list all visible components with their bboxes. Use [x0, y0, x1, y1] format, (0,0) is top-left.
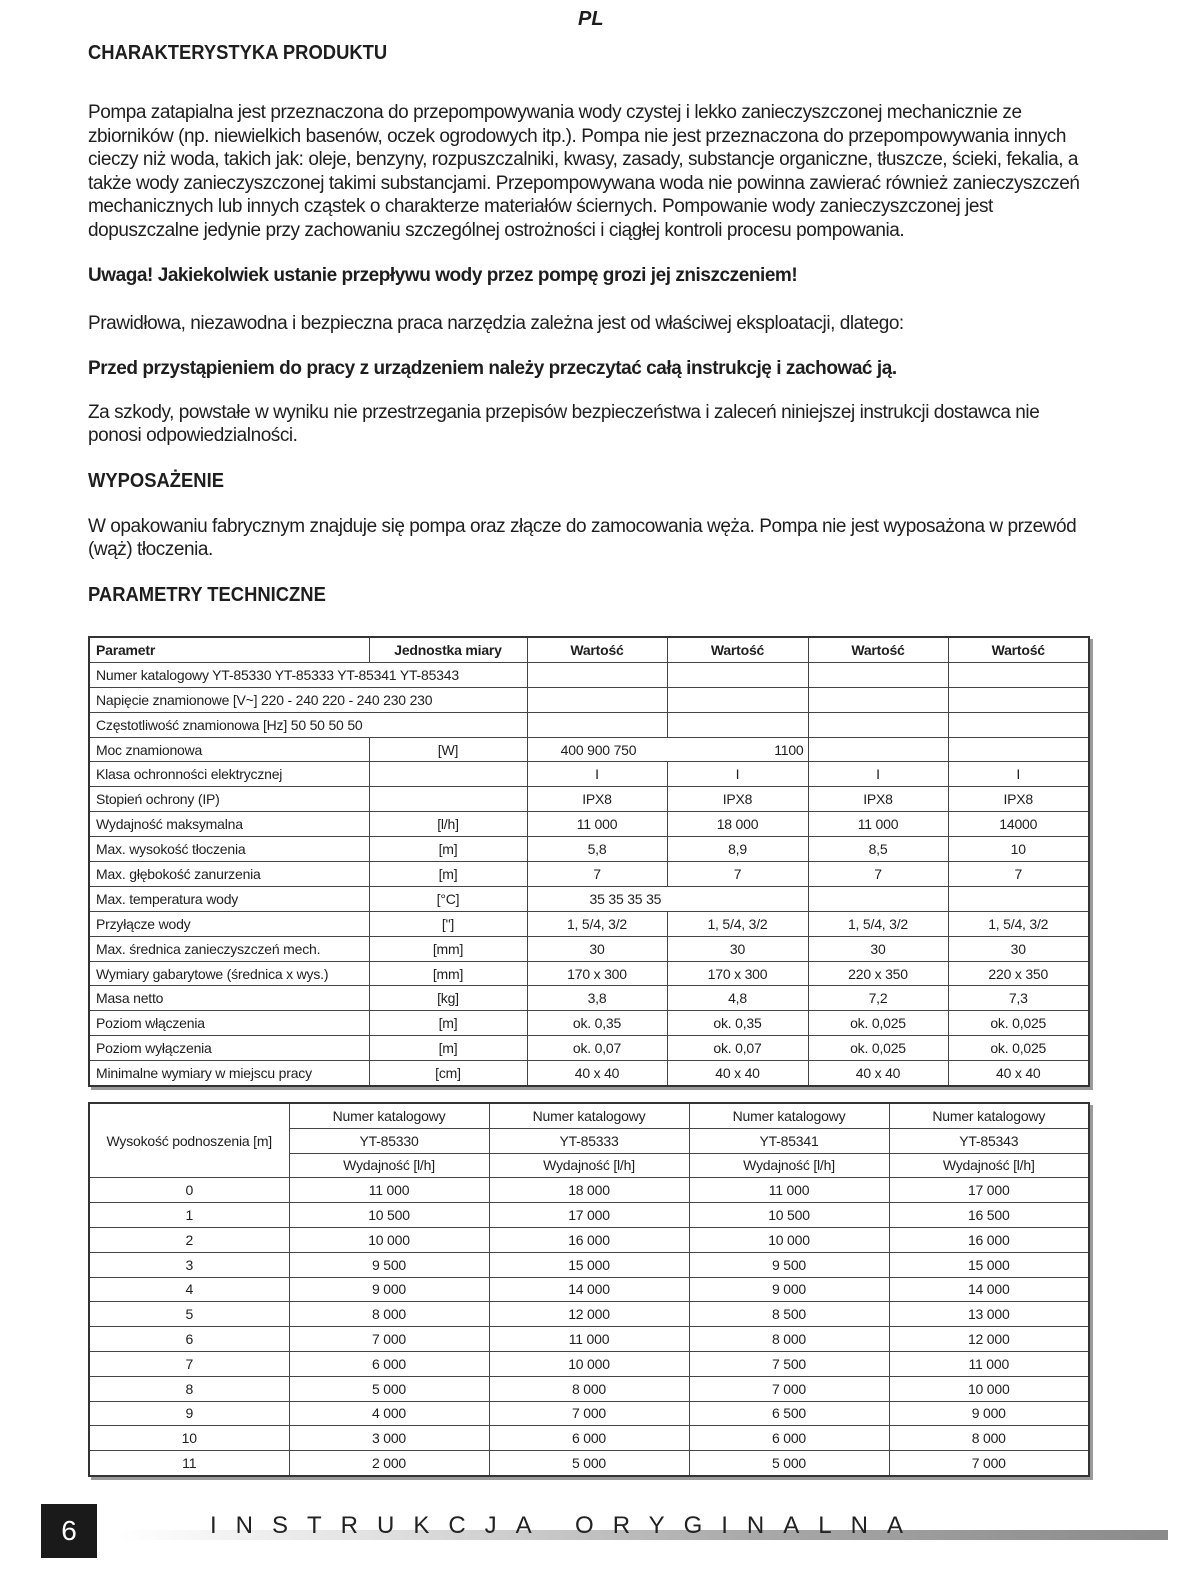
- catalog-header: Numer katalogowy: [889, 1103, 1089, 1128]
- row-label: Max. temperatura wody: [89, 886, 369, 911]
- row-unit: [cm]: [369, 1061, 527, 1086]
- capacity-cell: 10 000: [689, 1227, 889, 1252]
- value-cell: ok. 0,025: [808, 1036, 948, 1061]
- height-cell: 0: [89, 1178, 289, 1203]
- table-row: [89, 1252, 1089, 1277]
- value-cell: IPX8: [667, 787, 808, 812]
- table-row: [89, 1178, 1089, 1203]
- capacity-cell: 11 000: [289, 1178, 489, 1203]
- capacity-cell: 10 500: [289, 1203, 489, 1228]
- table-row: [89, 812, 1089, 837]
- capacity-cell: 8 000: [689, 1327, 889, 1352]
- capacity-cell: 8 500: [689, 1302, 889, 1327]
- capacity-cell: 11 000: [689, 1178, 889, 1203]
- value-cell: 8,9: [667, 837, 808, 862]
- value-cell: 10: [948, 837, 1089, 862]
- table-row: [89, 961, 1089, 986]
- power-values-a: 400 900 750: [560, 741, 637, 758]
- row-label: Przyłącze wody: [89, 911, 369, 936]
- height-cell: 3: [89, 1252, 289, 1277]
- table-row: [89, 862, 1089, 887]
- capacity-cell: 13 000: [889, 1302, 1089, 1327]
- value-cell: 30: [948, 936, 1089, 961]
- height-cell: 2: [89, 1227, 289, 1252]
- row-unit: [m]: [369, 1036, 527, 1061]
- capacity-cell: 5 000: [489, 1451, 689, 1476]
- value-cell: 7: [948, 862, 1089, 887]
- capacity-cell: 16 000: [889, 1227, 1089, 1252]
- section-title-specs: PARAMETRY TECHNICZNE: [88, 583, 326, 606]
- capacity-cell: 9 000: [889, 1401, 1089, 1426]
- value-cell: 220 x 350: [808, 961, 948, 986]
- height-cell: 5: [89, 1302, 289, 1327]
- capacity-cell: 7 000: [889, 1451, 1089, 1476]
- section-title-equipment: WYPOSAŻENIE: [88, 469, 224, 492]
- capacity-cell: 16 000: [489, 1227, 689, 1252]
- height-cell: 4: [89, 1277, 289, 1302]
- value-cell: 3,8: [527, 986, 667, 1011]
- table-row: [89, 1011, 1089, 1036]
- catalog-header: Numer katalogowy: [489, 1103, 689, 1128]
- capacity-cell: 15 000: [889, 1252, 1089, 1277]
- capacity-cell: 7 500: [689, 1351, 889, 1376]
- value-cell: 40 x 40: [948, 1061, 1089, 1086]
- capacity-cell: 6 500: [689, 1401, 889, 1426]
- catalog-row-text: Numer katalogowy YT-85330 YT-85333 YT-85341 YT-85343: [89, 662, 527, 687]
- row-label: Max. głębokość zanurzenia: [89, 862, 369, 887]
- header-cell: Jednostka miary: [369, 637, 527, 662]
- value-cell: 40 x 40: [527, 1061, 667, 1086]
- row-unit: [°C]: [369, 886, 527, 911]
- capacity-cell: 9 500: [289, 1252, 489, 1277]
- header-cell: Wartość: [527, 637, 667, 662]
- table-row: [89, 737, 1089, 762]
- capacity-cell: 7 000: [289, 1327, 489, 1352]
- row-label: Max. wysokość tłoczenia: [89, 837, 369, 862]
- capacity-cell: 2 000: [289, 1451, 489, 1476]
- row-label: Max. średnica zanieczyszczeń mech.: [89, 936, 369, 961]
- value-cell: 1, 5/4, 3/2: [948, 911, 1089, 936]
- value-cell: 4,8: [667, 986, 808, 1011]
- value-cell: 1, 5/4, 3/2: [808, 911, 948, 936]
- table-row: [89, 1061, 1089, 1086]
- capacity-header: Wydajność [l/h]: [889, 1153, 1089, 1178]
- value-cell: IPX8: [527, 787, 667, 812]
- value-cell: I: [667, 762, 808, 787]
- height-cell: 10: [89, 1426, 289, 1451]
- power-values-b: 1100: [774, 741, 804, 758]
- row-label: Poziom wyłączenia: [89, 1036, 369, 1061]
- value-cell: ok. 0,35: [527, 1011, 667, 1036]
- read-instructions-paragraph: Przed przystąpieniem do pracy z urządzeniem należy przeczytać całą instrukcję i zachować ją.: [88, 358, 897, 379]
- value-cell: 220 x 350: [948, 961, 1089, 986]
- row-unit: [W]: [369, 737, 527, 762]
- header-cell: Wartość: [948, 637, 1089, 662]
- value-cell: IPX8: [808, 787, 948, 812]
- table-row: [89, 1401, 1089, 1426]
- table-row: [89, 837, 1089, 862]
- capacity-header: Wydajność [l/h]: [289, 1153, 489, 1178]
- capacity-cell: 12 000: [489, 1302, 689, 1327]
- capacity-cell: 9 000: [289, 1277, 489, 1302]
- table-row: [89, 1036, 1089, 1061]
- table-row: [89, 762, 1089, 787]
- value-cell: I: [808, 762, 948, 787]
- table-row: [89, 1376, 1089, 1401]
- capacity-cell: 11 000: [889, 1351, 1089, 1376]
- height-header: Wysokość podnoszenia [m]: [89, 1103, 289, 1178]
- row-label: Moc znamionowa: [89, 737, 369, 762]
- capacity-cell: 11 000: [489, 1327, 689, 1352]
- capacity-cell: 8 000: [489, 1376, 689, 1401]
- proper-use-paragraph: Prawidłowa, niezawodna i bezpieczna praca narzędzia zależna jest od właściwej eksploatacji, dlatego:: [88, 312, 904, 334]
- table-row: [89, 787, 1089, 812]
- value-cell: ok. 0,07: [667, 1036, 808, 1061]
- document-body: [88, 42, 1092, 607]
- height-cell: 7: [89, 1351, 289, 1376]
- model-header: YT-85343: [889, 1128, 1089, 1153]
- capacity-cell: 6 000: [289, 1351, 489, 1376]
- capacity-cell: 18 000: [489, 1178, 689, 1203]
- value-cell: 30: [527, 936, 667, 961]
- value-cell: 7: [667, 862, 808, 887]
- capacity-cell: 14 000: [489, 1277, 689, 1302]
- table-row: [89, 1351, 1089, 1376]
- language-code: PL: [578, 8, 604, 30]
- value-cell: 40 x 40: [667, 1061, 808, 1086]
- capacity-cell: 10 500: [689, 1203, 889, 1228]
- warning-paragraph: Uwaga! Jakiekolwiek ustanie przepływu wody przez pompę grozi jej zniszczeniem!: [88, 265, 798, 286]
- capacity-cell: 5 000: [689, 1451, 889, 1476]
- row-unit: [l/h]: [369, 812, 527, 837]
- row-label: Wymiary gabarytowe (średnica x wys.): [89, 961, 369, 986]
- technical-parameters-table: [88, 636, 1090, 1087]
- value-cell: 30: [808, 936, 948, 961]
- value-cell: 7: [808, 862, 948, 887]
- capacity-cell: 4 000: [289, 1401, 489, 1426]
- header-cell: Parametr: [89, 637, 369, 662]
- table-header-row: [89, 1103, 1089, 1128]
- capacity-cell: 10 000: [889, 1376, 1089, 1401]
- table-row: [89, 687, 1089, 712]
- model-header: YT-85330: [289, 1128, 489, 1153]
- capacity-cell: 8 000: [889, 1426, 1089, 1451]
- value-cell: I: [527, 762, 667, 787]
- row-label: Masa netto: [89, 986, 369, 1011]
- capacity-cell: 7 000: [689, 1376, 889, 1401]
- value-cell: 18 000: [667, 812, 808, 837]
- capacity-cell: 5 000: [289, 1376, 489, 1401]
- capacity-cell: 10 000: [289, 1227, 489, 1252]
- height-cell: 1: [89, 1203, 289, 1228]
- value-cell: 30: [667, 936, 808, 961]
- curve-table-body: [89, 1178, 1089, 1476]
- capacity-cell: 16 500: [889, 1203, 1089, 1228]
- value-cell: 11 000: [527, 812, 667, 837]
- catalog-header: Numer katalogowy: [689, 1103, 889, 1128]
- catalog-header: Numer katalogowy: [289, 1103, 489, 1128]
- table-row: [89, 1277, 1089, 1302]
- row-unit: [369, 787, 527, 812]
- row-unit: [mm]: [369, 936, 527, 961]
- table-row: [89, 911, 1089, 936]
- capacity-header: Wydajność [l/h]: [689, 1153, 889, 1178]
- section-title-characteristics: CHARAKTERYSTYKA PRODUKTU: [88, 42, 388, 64]
- equipment-paragraph: W opakowaniu fabrycznym znajduje się pompa oraz złącze do zamocowania węża. Pompa nie jest wyposażona w przewód (wąż) tłoczenia.: [88, 515, 1077, 560]
- capacity-cell: 17 000: [489, 1203, 689, 1228]
- row-label: Minimalne wymiary w miejscu pracy: [89, 1061, 369, 1086]
- model-header: YT-85341: [689, 1128, 889, 1153]
- value-cell: ok. 0,025: [948, 1011, 1089, 1036]
- capacity-cell: 8 000: [289, 1302, 489, 1327]
- value-cell: 8,5: [808, 837, 948, 862]
- value-cell: 7,2: [808, 986, 948, 1011]
- height-cell: 6: [89, 1327, 289, 1352]
- row-unit: [m]: [369, 837, 527, 862]
- capacity-cell: 15 000: [489, 1252, 689, 1277]
- table-row: [89, 1302, 1089, 1327]
- header-cell: Wartość: [808, 637, 948, 662]
- value-cell: 1, 5/4, 3/2: [527, 911, 667, 936]
- value-cell: 1, 5/4, 3/2: [667, 911, 808, 936]
- value-cell: ok. 0,025: [948, 1036, 1089, 1061]
- capacity-cell: 12 000: [889, 1327, 1089, 1352]
- performance-curve-table: [88, 1102, 1090, 1477]
- value-cell: 5,8: [527, 837, 667, 862]
- footer-label: INSTRUKCJA ORYGINALNA: [210, 1512, 922, 1539]
- table-row: [89, 712, 1089, 737]
- capacity-cell: 9 500: [689, 1252, 889, 1277]
- capacity-cell: 10 000: [489, 1351, 689, 1376]
- table-row: [89, 1451, 1089, 1476]
- capacity-cell: 3 000: [289, 1426, 489, 1451]
- value-cell: 7,3: [948, 986, 1089, 1011]
- capacity-cell: 6 000: [689, 1426, 889, 1451]
- table-row: [89, 1327, 1089, 1352]
- row-unit: ["]: [369, 911, 527, 936]
- value-cell: 7: [527, 862, 667, 887]
- height-cell: 9: [89, 1401, 289, 1426]
- row-unit: [mm]: [369, 961, 527, 986]
- page-number: 6: [41, 1504, 97, 1558]
- table-row: [89, 1203, 1089, 1228]
- table-header-row: [89, 637, 1089, 662]
- value-cell: I: [948, 762, 1089, 787]
- header-cell: Wartość: [667, 637, 808, 662]
- voltage-row-text: Napięcie znamionowe [V~] 220 - 240 220 - 240 230 230: [89, 687, 527, 712]
- capacity-cell: 9 000: [689, 1277, 889, 1302]
- value-cell: 11 000: [808, 812, 948, 837]
- value-cell: ok. 0,35: [667, 1011, 808, 1036]
- row-label: Klasa ochronności elektrycznej: [89, 762, 369, 787]
- liability-paragraph: Za szkody, powstałe w wyniku nie przestrzegania przepisów bezpieczeństwa i zaleceń niniejszej instrukcji dostawca nie ponosi odpowiedzialności.: [88, 401, 1040, 446]
- row-unit: [m]: [369, 1011, 527, 1036]
- value-cell: ok. 0,025: [808, 1011, 948, 1036]
- row-label: Poziom włączenia: [89, 1011, 369, 1036]
- value-cell: IPX8: [948, 787, 1089, 812]
- value-cell: 14000: [948, 812, 1089, 837]
- value-cell: ok. 0,07: [527, 1036, 667, 1061]
- capacity-cell: 14 000: [889, 1277, 1089, 1302]
- table-row: [89, 1426, 1089, 1451]
- value-cell: 170 x 300: [527, 961, 667, 986]
- row-unit: [kg]: [369, 986, 527, 1011]
- height-cell: 11: [89, 1451, 289, 1476]
- model-header: YT-85333: [489, 1128, 689, 1153]
- value-cell: 170 x 300: [667, 961, 808, 986]
- capacity-cell: 7 000: [489, 1401, 689, 1426]
- table-row: [89, 886, 1089, 911]
- table-row: [89, 1227, 1089, 1252]
- table-row: [89, 936, 1089, 961]
- row-unit: [369, 762, 527, 787]
- table-row: [89, 662, 1089, 687]
- value-cell: 40 x 40: [808, 1061, 948, 1086]
- temperature-values: 35 35 35 35: [527, 886, 808, 911]
- row-unit: [m]: [369, 862, 527, 887]
- capacity-header: Wydajność [l/h]: [489, 1153, 689, 1178]
- characteristics-paragraph: Pompa zatapialna jest przeznaczona do przepompowywania wody czystej i lekko zanieczyszczonej mechanicznie ze zbiorników (np. niewielkich basenów, oczek ogrodowych itp.). Pompa nie jest przeznaczona do przepompowywania innych cieczy niż woda, takich jak: oleje, benzyny, rozpuszczalniki, kwasy, zasady, substancje organiczne, tłuszcze, ścieki, fekalia, a także wody zanieczyszczonej takimi substancjami. Przepompowywana woda nie powinna zawierać również zanieczyszczeń mechanicznych lub innych cząstek o charakterze materiałów ściernych. Pompowanie wody zanieczyszczonej jest dopuszczalne jedynie przy zachowaniu szczególnej ostrożności i ciągłej kontroli procesu pompowania.: [88, 102, 1080, 241]
- capacity-cell: 17 000: [889, 1178, 1089, 1203]
- table-row: [89, 986, 1089, 1011]
- row-label: Stopień ochrony (IP): [89, 787, 369, 812]
- capacity-cell: 6 000: [489, 1426, 689, 1451]
- height-cell: 8: [89, 1376, 289, 1401]
- row-label: Wydajność maksymalna: [89, 812, 369, 837]
- frequency-row-text: Częstotliwość znamionowa [Hz] 50 50 50 50: [89, 712, 527, 737]
